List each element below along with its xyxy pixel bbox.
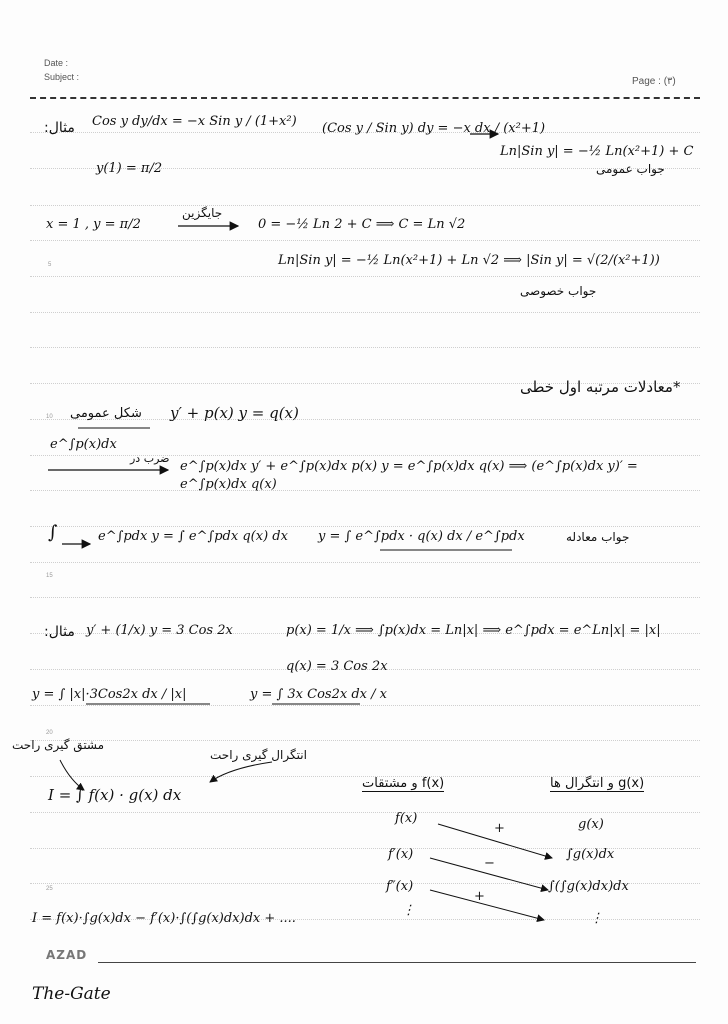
- parts-integral: I = ∫ f(x) · g(x) dx: [48, 786, 182, 804]
- ex1-particular: Ln|Sin y| = −½ Ln(x²+1) + Ln √2 ⟹ |Sin y| = √(2/(x²+1)): [278, 253, 660, 268]
- footer-rule: [98, 962, 696, 963]
- line-number: 5: [48, 262, 52, 268]
- ex2-q: q(x) = 3 Cos 2x: [286, 659, 388, 674]
- linear-general-form: y′ + p(x) y = q(x): [170, 404, 299, 422]
- parts-result: I = f(x)·∫g(x)dx − f′(x)·∫(∫g(x)dx)dx + ....: [32, 911, 296, 926]
- signature: The-Gate: [32, 984, 111, 1004]
- ex1-substitution: x = 1 , y = π/2: [46, 217, 141, 232]
- g-column-item: ⋮: [590, 911, 603, 926]
- date-label: Date :: [44, 58, 69, 68]
- sign-label: −: [484, 856, 495, 871]
- ex1-integrated: Ln|Sin y| = −½ Ln(x²+1) + C: [500, 144, 694, 159]
- line-number: 15: [46, 573, 53, 579]
- ex1-initial-condition: y(1) = π/2: [96, 161, 163, 176]
- subject-label: Subject :: [44, 72, 80, 82]
- line-number: 10: [46, 414, 53, 420]
- integrating-factor: e^∫p(x)dx: [50, 437, 117, 452]
- linear-step2: e^∫pdx y = ∫ e^∫pdx q(x) dx: [98, 529, 288, 544]
- ex2-ode: y′ + (1/x) y = 3 Cos 2x: [86, 623, 233, 638]
- equation-solution-note: جواب معادله: [566, 530, 630, 544]
- g-column-item: g(x): [578, 817, 604, 832]
- integrate-symbol: ∫: [48, 522, 58, 543]
- column-header-g: g(x) و انتگرال ها: [550, 776, 645, 791]
- ex1-constant: 0 = −½ Ln 2 + C ⟹ C = Ln √2: [258, 217, 466, 232]
- ex2-p: p(x) = 1/x ⟹ ∫p(x)dx = Ln|x| ⟹ e^∫pdx = e^Ln|x| = |x|: [286, 623, 661, 638]
- line-number: 25: [46, 886, 53, 892]
- f-column-item: ⋮: [402, 903, 415, 918]
- example-label: مثال:: [44, 624, 75, 640]
- brand-logo: AZAD: [46, 948, 88, 962]
- linear-solution: y = ∫ e^∫pdx · q(x) dx / e^∫pdx: [318, 529, 525, 544]
- column-header-f: f(x) و مشتقات: [362, 776, 445, 791]
- line-number: 20: [46, 730, 53, 736]
- easy-differentiation-note: مشتق گیری راحت: [12, 738, 105, 752]
- particular-solution-note: جواب خصوصی: [520, 284, 597, 298]
- general-form-label: شکل عمومی: [70, 406, 142, 421]
- f-column-item: f″(x): [386, 879, 414, 894]
- page-number: Page : (۳): [632, 76, 676, 87]
- easy-integration-note: انتگرال گیری راحت: [210, 748, 307, 762]
- ex2-y2: y = ∫ 3x Cos2x dx / x: [250, 687, 387, 702]
- example-label: مثال:: [44, 120, 75, 136]
- g-column-item: ∫g(x)dx: [566, 847, 615, 862]
- substitute-note: جایگزین: [182, 206, 223, 220]
- f-column-item: f(x): [395, 811, 418, 826]
- general-solution-note: جواب عمومی: [596, 162, 665, 176]
- ex1-ode: Cos y dy/dx = −x Sin y / (1+x²): [92, 114, 297, 129]
- sign-label: +: [494, 821, 505, 836]
- ex2-y1: y = ∫ |x|·3Cos2x dx / |x|: [32, 687, 187, 702]
- g-column-item: ∫(∫g(x)dx)dx: [548, 879, 629, 894]
- multiply-note: ضرب در: [130, 452, 170, 465]
- sign-label: +: [474, 889, 485, 904]
- f-column-item: f′(x): [388, 847, 414, 862]
- ex1-separated: (Cos y / Sin y) dy = −x dx / (x²+1): [322, 121, 546, 136]
- linear-step1: e^∫p(x)dx y′ + e^∫p(x)dx p(x) y = e^∫p(x)dx q(x) ⟹ (e^∫p(x)dx y)′ = e^∫p(x)dx q(x): [180, 459, 638, 493]
- section-heading: *معادلات مرتبه اول خطی: [520, 378, 681, 396]
